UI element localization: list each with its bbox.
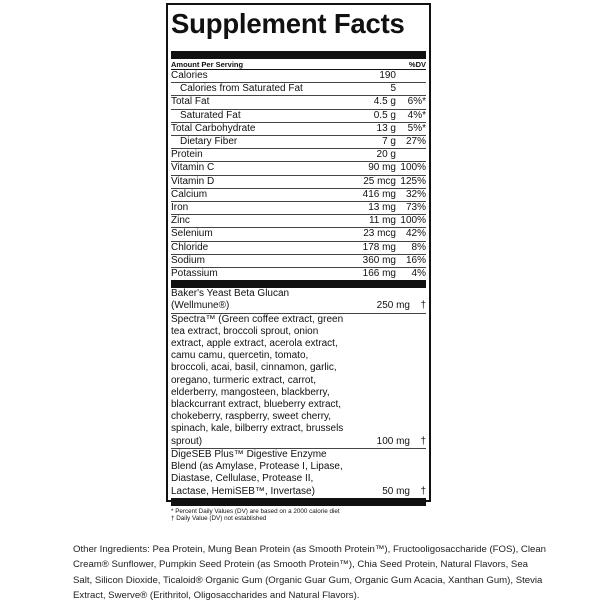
thick-divider (171, 280, 426, 288)
nutrient-dv: 4%* (407, 109, 426, 121)
ingredient-line: elderberry, mangosteen, blackberry, (171, 386, 330, 398)
ingredient-line: Baker's Yeast Beta Glucan (171, 288, 290, 300)
ingredient-amount: 100 mg (376, 435, 410, 447)
nutrient-amount: 166 mg (362, 268, 396, 280)
serving-info-area (171, 41, 426, 51)
nutrient-name: Total Fat (171, 96, 210, 108)
nutrient-name: Vitamin D (171, 175, 215, 187)
nutrient-name: Zinc (171, 215, 190, 227)
nutrient-amount: 178 mg (362, 241, 396, 253)
nutrient-amount: 25 mcg (363, 175, 396, 187)
nutrient-amount: 0.5 g (373, 109, 396, 121)
nutrient-row (171, 96, 426, 109)
ingredient-amount: 250 mg (376, 300, 410, 312)
nutrient-name: Calories (171, 70, 208, 81)
nutrient-row (171, 189, 426, 202)
nutrient-name: Saturated Fat (180, 109, 241, 121)
nutrient-row (171, 255, 426, 268)
ingredient-line: oregano, turmeric extract, carrot, (171, 374, 317, 386)
nutrient-amount: 5 (390, 83, 396, 95)
nutrient-dv: 27% (405, 136, 426, 148)
nutrient-dv: 32% (405, 188, 426, 200)
other-ingredients (73, 542, 563, 603)
ingredient-line: Diastase, Cellulase, Protease II, (171, 473, 314, 485)
nutrient-name: Dietary Fiber (180, 136, 238, 148)
nutrient-name: Vitamin C (171, 162, 215, 174)
nutrient-amount: 416 mg (362, 188, 396, 200)
ingredient-line: sprout) (171, 435, 203, 447)
nutrient-row (171, 162, 426, 175)
ingredient-line: Blend (as Amylase, Protease I, Lipase, (171, 461, 343, 473)
ingredient-name (171, 288, 350, 312)
nutrient-amount: 4.5 g (373, 96, 396, 108)
ingredient-line: blackcurrant extract, blueberry extract, (171, 399, 342, 411)
nutrient-row (171, 176, 426, 189)
ingredient-line: DigeSEB Plus™ Digestive Enzyme (171, 448, 327, 460)
ingredient-line: tea extract, broccoli sprout, onion (171, 325, 319, 337)
nutrient-dv: 8% (411, 241, 426, 253)
nutrient-amount: 90 mg (368, 162, 396, 174)
other-ingredients-line: Cream® Sunflower, Pumpkin Seed Protein (as Smooth Protein™), Chia Seed Protein, Natural Flavors, Sea (73, 559, 528, 571)
ingredient-row (171, 288, 426, 313)
ingredient-name (171, 449, 350, 498)
nutrient-amount: 23 mcg (363, 228, 396, 240)
nutrient-row (171, 149, 426, 162)
nutrient-name: Potassium (171, 268, 218, 280)
nutrient-name: Selenium (171, 228, 213, 240)
nutrient-row (171, 202, 426, 215)
thick-divider (171, 51, 426, 59)
nutrient-amount: 7 g (382, 136, 396, 148)
nutrient-name: Calories from Saturated Fat (180, 83, 303, 95)
nutrient-dv: 100% (400, 162, 426, 174)
nutrient-dv: 73% (405, 202, 426, 214)
dv-column-label: %DV (408, 60, 426, 69)
nutrient-row (171, 242, 426, 255)
ingredient-line: camu camu, quercetin, tomato, (171, 350, 309, 362)
nutrient-amount: 13 mg (368, 202, 396, 214)
ingredient-dv: † (420, 300, 426, 312)
nutrient-dv: 100% (400, 215, 426, 227)
nutrient-dv: 16% (405, 254, 426, 266)
ingredient-line: broccoli, acai, basil, cinnamon, garlic, (171, 362, 337, 374)
nutrient-row (171, 228, 426, 241)
other-ingredients-line: Other Ingredients: Pea Protein, Mung Bean Protein (as Smooth Protein™), Fructooligosaccharide (FOS), Clean (73, 544, 546, 555)
nutrient-amount: 13 g (376, 122, 396, 134)
nutrient-dv: 5%* (407, 122, 426, 134)
ingredient-line: Lactase, HemiSEB™, Invertase) (171, 485, 315, 497)
nutrient-dv: 125% (400, 175, 426, 187)
nutrient-name: Iron (171, 202, 189, 214)
nutrient-row (171, 83, 426, 96)
ingredient-rows (171, 288, 426, 497)
nutrient-name: Chloride (171, 241, 209, 253)
nutrient-name: Sodium (171, 254, 205, 266)
nutrient-dv: 42% (405, 228, 426, 240)
nutrient-name: Calcium (171, 188, 208, 200)
ingredient-dv: † (420, 485, 426, 497)
other-ingredients-line: Salt, Silicon Dioxide, Ticaloid® Organic Gum (Organic Guar Gum, Organic Gum Acacia, Xanthan Gum), Stevia (73, 574, 543, 586)
ingredient-row (171, 314, 426, 449)
ingredient-dv: † (420, 435, 426, 447)
nutrient-row (171, 268, 426, 280)
nutrient-row (171, 70, 426, 83)
nutrient-amount: 360 mg (362, 254, 396, 266)
nutrient-row (171, 215, 426, 228)
nutrient-amount: 190 (379, 70, 396, 81)
footnote-dv: * Percent Daily Values (DV) are based on a 2000 calorie diet (171, 507, 340, 515)
footnotes (171, 506, 426, 523)
nutrient-rows (171, 70, 426, 280)
nutrient-row (171, 110, 426, 123)
ingredient-row (171, 449, 426, 498)
supplement-facts-panel (166, 3, 431, 523)
nutrient-name: Total Carbohydrate (171, 122, 256, 134)
amount-per-serving-label: Amount Per Serving (171, 60, 244, 69)
nutrient-dv: 6%* (407, 96, 426, 108)
ingredient-name (171, 314, 350, 448)
ingredient-line: chokeberry, raspberry, sweet cherry, (171, 411, 332, 423)
column-header (171, 59, 426, 70)
nutrient-row (171, 136, 426, 149)
panel-title: Supplement Facts (171, 8, 405, 39)
nutrient-amount: 20 g (376, 149, 396, 161)
nutrient-row (171, 123, 426, 136)
footnote-dagger: † Daily Value (DV) not established (171, 515, 267, 523)
ingredient-amount: 50 mg (382, 485, 410, 497)
thick-divider (171, 498, 426, 506)
nutrient-name: Protein (171, 149, 203, 161)
nutrient-amount: 11 mg (368, 215, 396, 227)
nutrient-dv: 4% (411, 268, 426, 280)
ingredient-line: spinach, kale, bilberry extract, brussels (171, 423, 344, 435)
ingredient-line: (Wellmune®) (171, 300, 230, 312)
ingredient-line: Spectra™ (Green coffee extract, green (171, 313, 344, 325)
ingredient-line: extract, apple extract, acerola extract, (171, 338, 338, 350)
other-ingredients-line: Extract, Swerve® (Erithritol, Oligosaccharides and Natural Flavors). (73, 589, 360, 601)
